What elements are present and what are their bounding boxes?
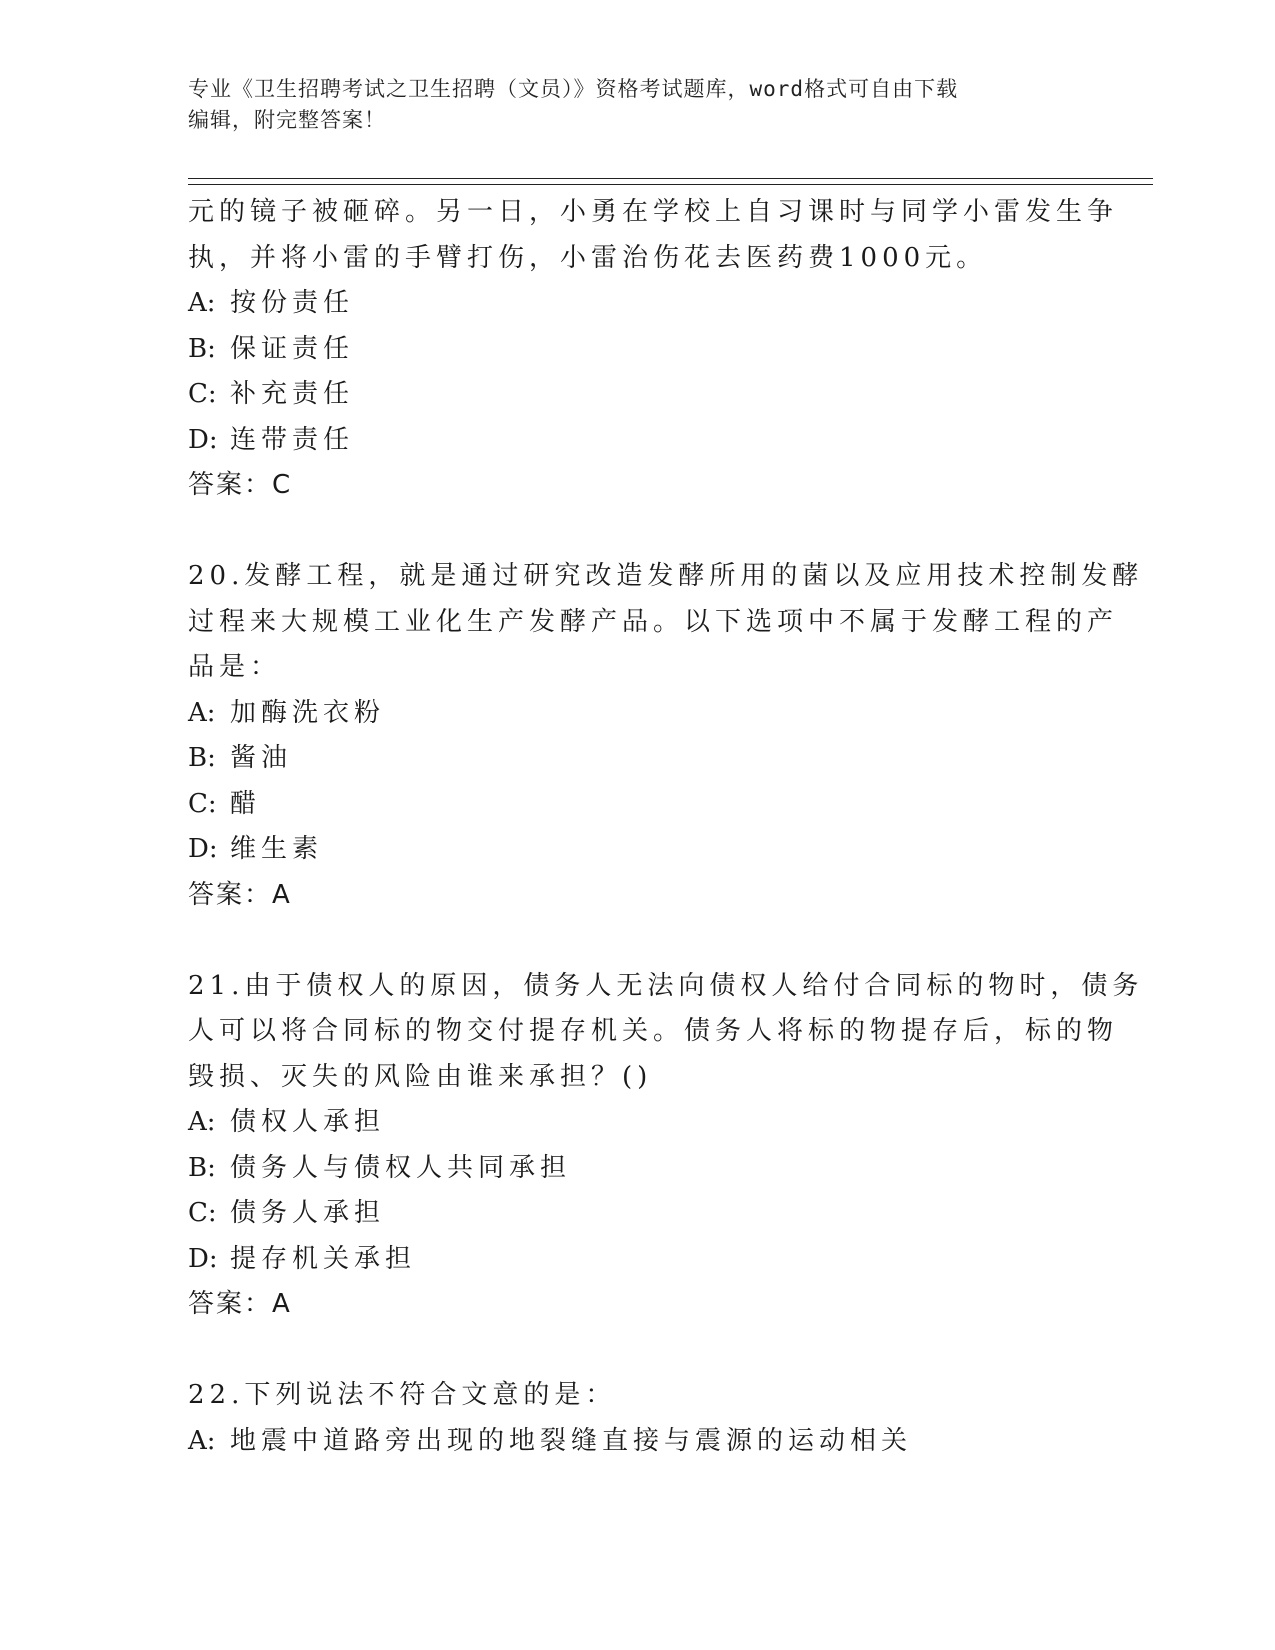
- option-key: B:: [188, 1152, 216, 1183]
- option-text: 债务人承担: [230, 1198, 386, 1228]
- option-key: B:: [188, 333, 216, 364]
- option-text: 保证责任: [230, 333, 355, 364]
- option-key: B:: [188, 743, 216, 773]
- option-text: 按份责任: [230, 288, 355, 318]
- question-text-line: 22.下列说法不符合文意的是：: [188, 1380, 617, 1410]
- question-content: [188, 190, 1144, 1464]
- document-header: [188, 74, 1078, 136]
- option-key: A:: [188, 288, 216, 318]
- option-d: [188, 418, 1088, 464]
- option-text: 地震中道路旁出现的地裂缝直接与震源的运动相关: [230, 1425, 913, 1456]
- question-22: [188, 1373, 1088, 1464]
- option-key: C:: [188, 788, 217, 819]
- header-line-1: 专业《卫生招聘考试之卫生招聘（文员）》资格考试题库，word格式可自由下载: [188, 77, 959, 101]
- question-text-line: 20.发酵工程，就是通过研究改造发酵所用的菌以及应用技术控制发酵: [188, 561, 1144, 591]
- option-text: 补充责任: [230, 379, 355, 409]
- question-20: [188, 554, 1144, 918]
- option-key: A:: [188, 1107, 216, 1137]
- option-key: D:: [188, 424, 218, 455]
- option-a: [188, 1100, 1088, 1146]
- option-text: 债权人承担: [230, 1107, 386, 1137]
- question-19: [188, 190, 1119, 509]
- option-text: 提存机关承担: [230, 1243, 417, 1274]
- question-text-line: 21.由于债权人的原因，债务人无法向债权人给付合同标的物时，债务: [188, 970, 1144, 1001]
- option-c: [188, 782, 1088, 828]
- answer-line: 答案：A: [188, 1289, 292, 1319]
- option-a: [188, 691, 1088, 737]
- question-text-line: 人可以将合同标的物交付提存机关。债务人将标的物提存后，标的物: [188, 1016, 1119, 1046]
- option-c: [188, 372, 1088, 418]
- option-a: [188, 1419, 1088, 1465]
- option-text: 维生素: [230, 834, 324, 864]
- option-text: 加酶洗衣粉: [230, 697, 386, 728]
- option-key: A:: [188, 697, 216, 728]
- question-text-line: 元的镜子被砸碎。另一日，小勇在学校上自习课时与同学小雷发生争: [188, 197, 1119, 227]
- header-line-2: 编辑，附完整答案！: [188, 108, 386, 132]
- option-text: 连带责任: [230, 424, 355, 455]
- header-rule-bottom: [188, 184, 1153, 185]
- option-a: [188, 281, 1088, 327]
- header-rule-top: [188, 178, 1153, 179]
- spacer: [188, 918, 1088, 964]
- option-key: D:: [188, 1243, 218, 1274]
- option-text: 债务人与债权人共同承担: [230, 1152, 572, 1183]
- question-text-line: 执，并将小雷的手臂打伤，小雷治伤花去医药费1000元。: [188, 242, 988, 273]
- option-c: [188, 1191, 1088, 1237]
- option-d: [188, 1237, 1088, 1283]
- option-key: A:: [188, 1425, 216, 1456]
- question-text-line: 品是：: [188, 652, 282, 682]
- option-b: [188, 1146, 1088, 1192]
- spacer: [188, 509, 1088, 555]
- option-text: 酱油: [230, 743, 293, 773]
- option-text: 醋: [230, 788, 262, 819]
- option-key: C:: [188, 1198, 217, 1228]
- question-21: [188, 964, 1144, 1328]
- question-text-line: 过程来大规模工业化生产发酵产品。以下选项中不属于发酵工程的产: [188, 606, 1119, 637]
- answer-line: 答案：C: [188, 470, 293, 500]
- answer-line: 答案：A: [188, 879, 292, 910]
- option-key: C:: [188, 379, 217, 409]
- question-text-line: 毁损、灭失的风险由谁来承担？(): [188, 1061, 653, 1092]
- spacer: [188, 1328, 1088, 1374]
- option-key: D:: [188, 834, 218, 864]
- option-b: [188, 736, 1088, 782]
- option-b: [188, 327, 1088, 373]
- option-d: [188, 827, 1088, 873]
